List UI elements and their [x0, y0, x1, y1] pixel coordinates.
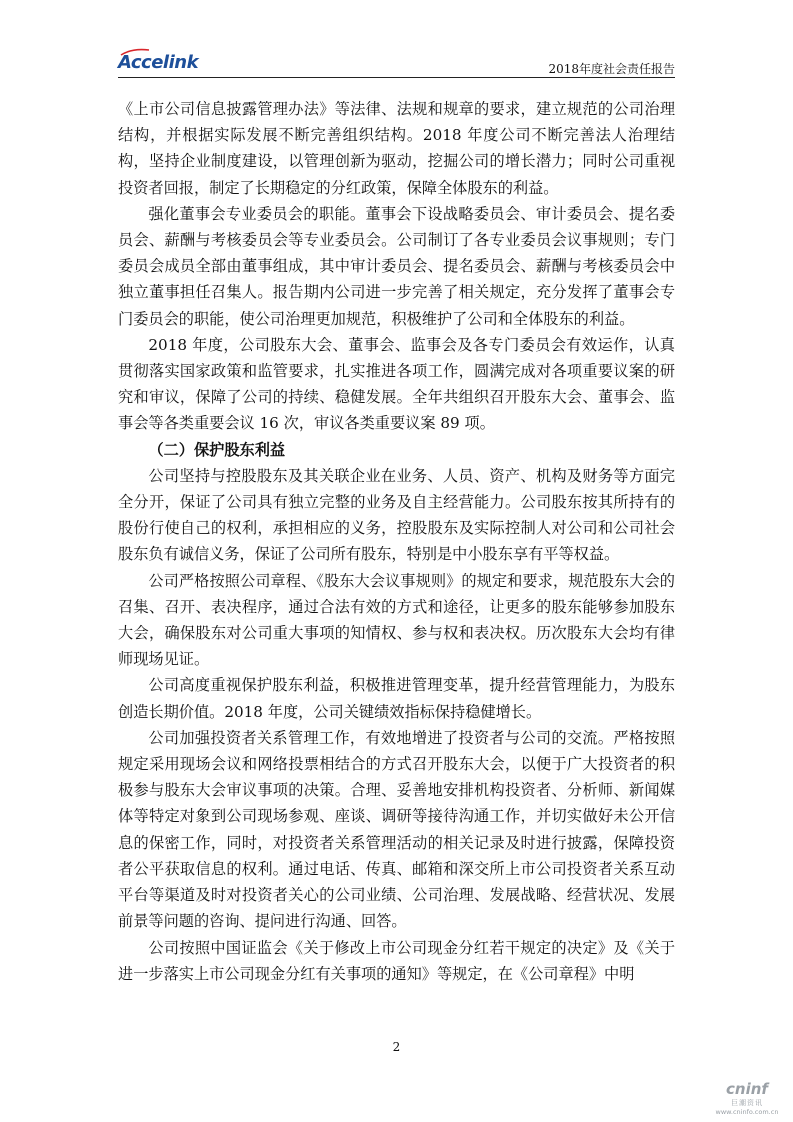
- page-number: 2: [392, 1040, 401, 1054]
- watermark-url: www.cninfo.com.cn: [715, 1108, 779, 1116]
- cninfo-watermark: [708, 1080, 786, 1116]
- paragraph-8: 公司按照中国证监会《关于修改上市公司现金分红若干规定的决定》及《关于进一步落实上市公司现金分红有关事项的通知》等规定，在《公司章程》中明: [118, 938, 675, 983]
- watermark-cn-name: 巨潮资讯: [731, 1099, 763, 1107]
- paragraph-4: 公司坚持与控股股东及其关联企业在业务、人员、资产、机构及财务等方面完全分开，保证了公司具有独立完整的业务及自主经营能力。公司股东按其所持有的股份行使自己的权利，承担相应的义务，控股股东及实际控制人对公司和公司社会股东负有诚信义务，保证了公司所有股东，特别是中小股东享有平等权益。: [118, 466, 675, 564]
- paragraph-5: 公司严格按照公司章程、《股东大会议事规则》的规定和要求，规范股东大会的召集、召开、表决程序，通过合法有效的方式和途径，让更多的股东能够参加股东大会，确保股东对公司重大事项的知情权、参与权和表决权。历次股东大会均有律师现场见证。: [118, 571, 675, 669]
- logo-swoosh-icon: [120, 48, 150, 56]
- watermark-brand: cninf: [726, 1080, 768, 1098]
- header-divider: [118, 77, 675, 78]
- logo-text: Accelink: [118, 52, 199, 73]
- paragraph-6: 公司高度重视保护股东利益，积极推进管理变革，提升经营管理能力，为股东创造长期价值。2018 年度，公司关键绩效指标保持稳健增长。: [118, 676, 675, 721]
- paragraph-1: 《上市公司信息披露管理办法》等法律、法规和规章的要求，建立规范的公司治理结构，并根据实际发展不断完善组织结构。2018 年度公司不断完善法人治理结构，坚持企业制度建设，以管理创新为驱动，挖掘公司的增长潜力；同时公司重视投资者回报，制定了长期稳定的分红政策，保障全体股东的利益。: [118, 100, 675, 197]
- section-heading: （二）保护股东利益: [148, 440, 286, 459]
- paragraph-7: 公司加强投资者关系管理工作，有效地增进了投资者与公司的交流。严格按照规定采用现场会议和网络投票相结合的方式召开股东大会，以便于广大投资者的积极参与股东大会审议事项的决策。合理、妥善地安排机构投资者、分析师、新闻媒体等特定对象到公司现场参观、座谈、调研等接待沟通工作，并切实做好未公开信息的保密工作，同时，对投资者关系管理活动的相关记录及时进行披露，保障投资者公平获取信息的权利。通过电话、传真、邮箱和深交所上市公司投资者关系互动平台等渠道及时对投资者关心的公司业绩、公司治理、发展战略、经营状况、发展前景等问题的咨询、提问进行沟通、回答。: [118, 728, 675, 931]
- company-logo: [118, 52, 198, 73]
- document-body: [118, 96, 675, 987]
- paragraph-2: 强化董事会专业委员会的职能。董事会下设战略委员会、审计委员会、提名委员会、薪酬与考核委员会等专业委员会。公司制订了各专业委员会议事规则；专门委员会成员全部由董事组成，其中审计委员会、提名委员会、薪酬与考核委员会中独立董事担任召集人。报告期内公司进一步完善了相关规定，充分发挥了董事会专门委员会的职能，使公司治理更加规范，积极维护了公司和全体股东的利益。: [118, 204, 675, 328]
- paragraph-3: 2018 年度，公司股东大会、董事会、监事会及各专门委员会有效运作，认真贯彻落实国家政策和监管要求，扎实推进各项工作，圆满完成对各项重要议案的研究和审议，保障了公司的持续、稳健发展。全年共组织召开股东大会、董事会、监事会等各类重要会议 16 次，审议各类重要议案 89 项。: [118, 335, 675, 433]
- report-title: 2018年度社会责任报告: [548, 62, 675, 76]
